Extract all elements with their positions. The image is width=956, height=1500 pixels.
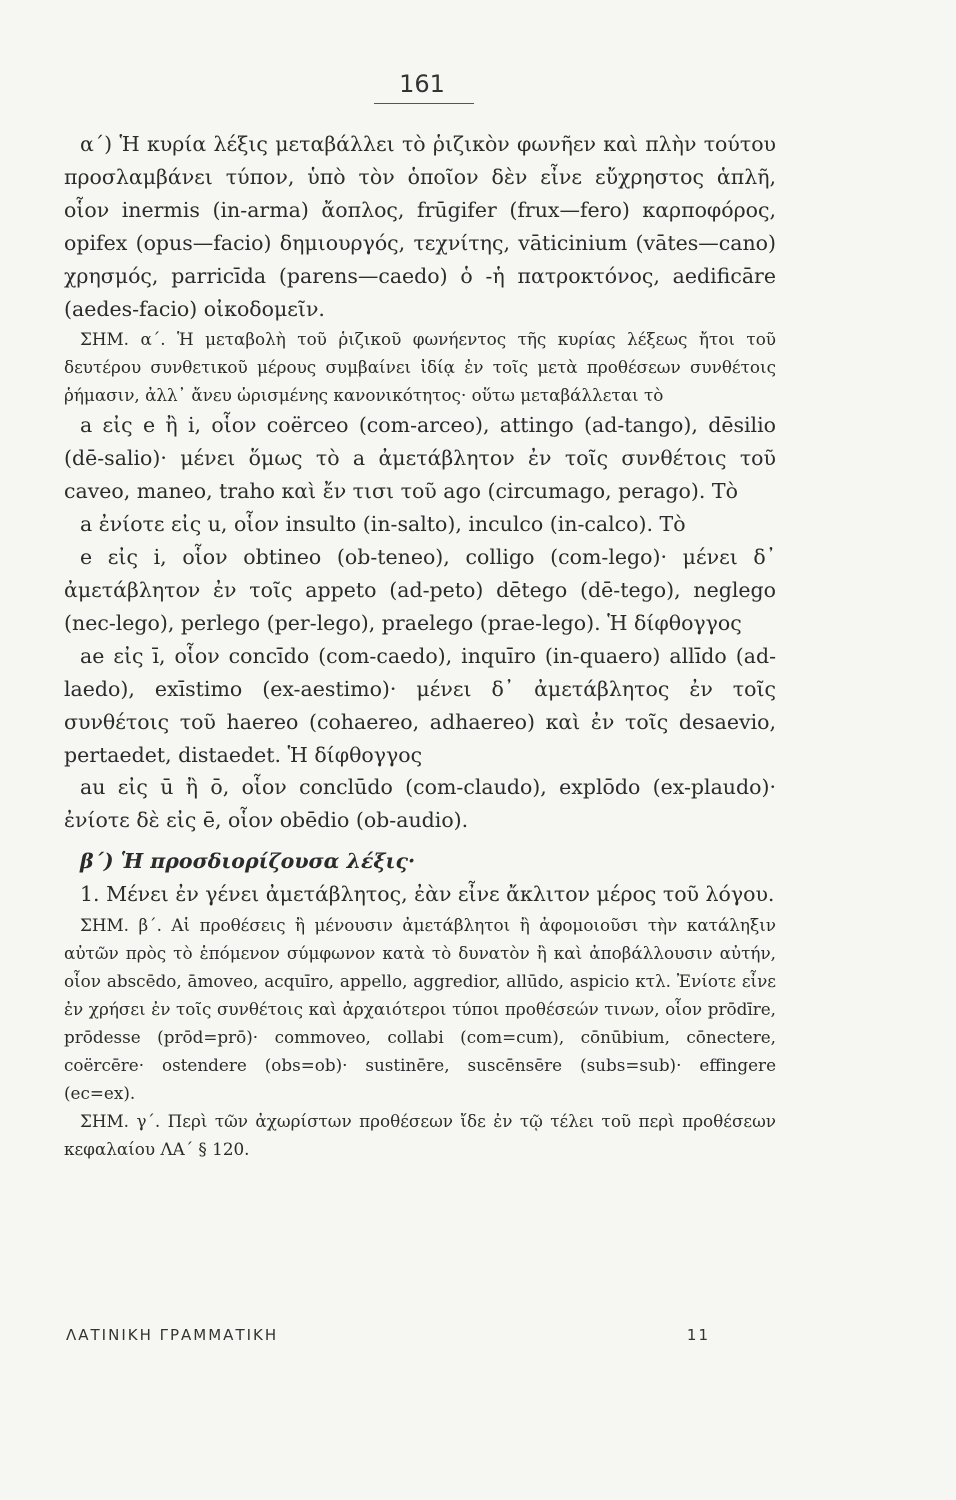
note-gamma: ΣΗΜ. γ΄. Περὶ τῶν ἀχωρίστων προθέσεων ἴδε ἐν τῷ τέλει τοῦ περὶ προθέσεων κεφαλαίου ΛΑ΄ § 120. bbox=[64, 1111, 776, 1160]
diphthong-ae: ae εἰς ī, οἷον concīdo (com-caedo), inquīro (in-quaero) allīdo (ad-laedo), exīstimo (ex-aestimo)· μένει δ᾽ ἀμετάβλητος ἐν τοῖς συνθέτοις τοῦ haereo (cohaereo, adhaereo) καὶ ἐν τοῖς desaevio, pertaedet, distaedet. Ἡ δίφθογγος bbox=[64, 643, 776, 767]
note-alpha: ΣΗΜ. α΄. Ἡ μεταβολὴ τοῦ ῥιζικοῦ φωνήεντος τῆς κυρίας λέξεως ἤτοι τοῦ δευτέρου συνθετικοῦ μέρους συμβαίνει ἰδίᾳ ἐν τοῖς μετὰ προθέσεων συνθέτοις ῥήμασιν, ἀλλ᾽ ἄνευ ὡρισμένης κανονικότητος· οὕτω μεταβάλλεται τὸ bbox=[64, 329, 776, 406]
section-beta-heading: β΄) Ἡ προσδιορίζουσα λέξις· bbox=[80, 849, 416, 874]
paragraph-alpha: α΄) Ἡ κυρία λέξις μεταβάλλει τὸ ῥιζικὸν φωνῆεν καὶ πλὴν τούτου προσλαμβάνει τύπον, ὑπὸ τὸν ὁποῖον δὲν εἶνε εὔχρηστος ἁπλῆ, οἷον inermis (in-arma) ἄοπλος, frūgifer (frux—fero) καρποφόρος, opifex (opus—facio) δημιουργός, τεχνίτης, vāticinium (vātes—cano) χρησμός, parricīda (parens—caedo) ὁ -ἡ πατροκτόνος, aedificāre (aedes-facio) οἰκοδομεῖν. bbox=[64, 132, 776, 321]
diphthong-au: au εἰς ū ἢ ō, οἷον conclūdo (com-claudo), explōdo (ex-plaudo)· ἐνίοτε δὲ εἰς ē, οἷον obēdio (ob-audio). bbox=[64, 775, 776, 833]
page-footer bbox=[66, 1326, 710, 1344]
vowel-change-a: a εἰς e ἢ i, οἷον coërceo (com-arceo), attingo (ad-tango), dēsilio (dē-salio)· μένει ὅμως τὸ a ἀμετάβλητον ἐν τοῖς συνθέτοις τοῦ caveo, maneo, traho καὶ ἔν τισι τοῦ ago (circumago, perago). Τὸ bbox=[64, 413, 776, 504]
header-rule bbox=[374, 103, 474, 104]
footer-signature: 11 bbox=[686, 1326, 710, 1344]
note-beta: ΣΗΜ. β΄. Αἱ προθέσεις ἢ μένουσιν ἀμετάβλητοι ἢ ἀφομοιοῦσι τὴν κατάληξιν αὐτῶν πρὸς τὸ ἑπόμενον σύμφωνον κατὰ τὸ δυνατὸν ἢ καὶ ἀποβάλλουσιν αὐτήν, οἷον abscēdo, āmoveo, acquīro, appello, aggredior, allūdo, aspicio κτλ. Ἐνίοτε εἶνε ἐν χρήσει ἐν τοῖς συνθέτοις καὶ ἀρχαιότεροι τύποι προθέσεών τινων, οἷον prōdīre, prōdesse (prōd=prō)· commoveo, collabi (com=cum), cōnūbium, cōnectere, coërcēre· ostendere (obs=ob)· sustinēre, suscēnsēre (subs=sub)· effingere (ec=ex). bbox=[64, 915, 776, 1104]
page-text bbox=[64, 128, 776, 1163]
page-number: 161 bbox=[399, 70, 445, 98]
rule-one: 1. Μένει ἐν γένει ἀμετάβλητος, ἐὰν εἶνε ἄκλιτον μέρος τοῦ λόγου. bbox=[80, 882, 775, 907]
vowel-change-a-u: a ἐνίοτε εἰς u, οἷον insulto (in-salto), inculco (in-calco). Τὸ bbox=[80, 512, 686, 537]
vowel-change-e: e εἰς i, οἷον obtineo (ob-teneo), colligo (com-lego)· μένει δ᾽ ἀμετάβλητον ἐν τοῖς appeto (ad-peto) dētego (dē-tego), neglego (nec-lego), perlego (per-lego), praelego (prae-lego). Ἡ δίφθογγος bbox=[64, 545, 776, 635]
footer-title: ΛΑΤΙΝΙΚΗ ΓΡΑΜΜΑΤΙΚΗ bbox=[66, 1326, 279, 1344]
